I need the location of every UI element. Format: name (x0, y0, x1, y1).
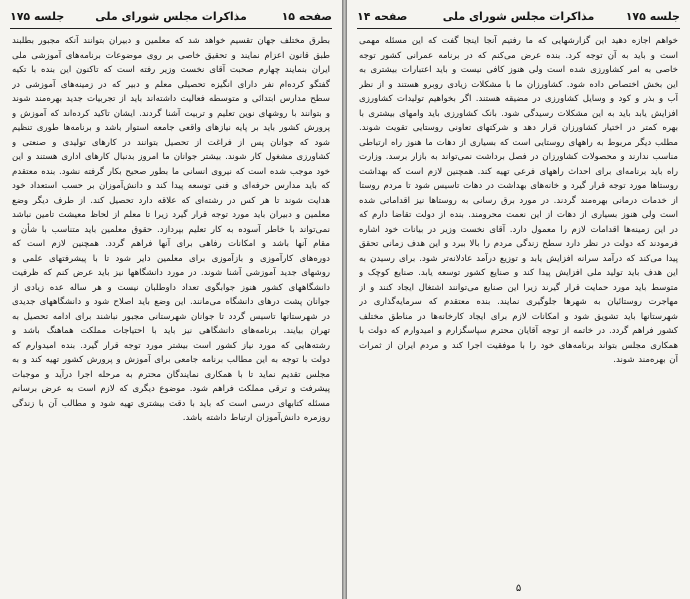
left-header-session-label: جلسه ۱۷۵ (10, 10, 65, 23)
right-header-session-label: جلسه ۱۷۵ (625, 10, 680, 23)
right-page-header (357, 8, 680, 29)
left-page (0, 0, 343, 599)
right-page (346, 0, 690, 599)
left-page-body: بطرق مختلف جهان تقسیم خواهد شد که معلمین و دبیران بتوانند آنکه مجبور بطلبند طبق قانون اعزام نمایند و تحقیق خاصی بر روی موضوعات برنامه‌های آموزشی ملی ایران بنمایند چهارم صحبت آقای نخست وزیر رفته است که تاکنون این بنده با تکیه گفتگو کرده‌ام نفر دارای انگیزه تحصیلی معلم و دبیر که در زمینه‌های آموزشی در سطح مدارس ابتدائی و متوسطه فعالیت داشته‌اند باید از تجربیات جدید بهره‌مند شوند و بتوانند با روشهای نوین تعلیم و تربیت آشنا گردند. ایشان تاکید کرده‌اند که آموزش و پرورش کشور باید بر پایه نیازهای واقعی جامعه استوار باشد و برنامه‌ها طوری تنظیم شود که جوانان پس از فراغت از تحصیل بتوانند در کارهای تولیدی و صنعتی و کشاورزی مشغول کار شوند. بیشتر جوانان ما امروز بدنبال کارهای اداری هستند و این خود موجب شده است که نیروی انسانی ما بطور صحیح بکار گرفته نشود. بنده معتقدم که باید مدارس حرفه‌ای و فنی توسعه پیدا کند و دانش‌آموزان بر حسب استعداد خود هدایت شوند تا هر کس در رشته‌ای که علاقه دارد تحصیل کند. از طرف دیگر وضع معلمین و دبیران باید مورد توجه قرار گیرد زیرا تا معلم از لحاظ معیشت تامین نباشد نمی‌تواند با خاطر آسوده به کار تعلیم بپردازد. حقوق معلمین باید متناسب با شأن و مقام آنها باشد و امکانات رفاهی برای آنها فراهم گردد. همچنین لازم است که دوره‌های کارآموزی و بازآموزی برای معلمین دایر شود تا با پیشرفتهای علمی و روشهای جدید آموزشی آشنا شوند. در مورد دانشگاهها نیز باید عرض کنم که ظرفیت دانشگاههای کشور هنوز جوابگوی تعداد داوطلبان نیست و هر ساله عده زیادی از جوانان پشت درهای دانشگاه می‌مانند. این وضع باید اصلاح شود و دانشگاههای جدیدی در شهرستانها تاسیس گردد تا جوانان شهرستانی مجبور نباشند برای ادامه تحصیل به تهران بیایند. برنامه‌های دانشگاهی نیز باید با احتیاجات مملکت هماهنگ باشد و رشته‌هایی که مورد نیاز کشور است بیشتر مورد توجه قرار گیرد. بنده امیدوارم که دولت با توجه به این مطالب برنامه جامعی برای آموزش و پرورش کشور تهیه کند و به مجلس تقدیم نماید تا با همکاری نمایندگان محترم به مرحله اجرا درآید و موجبات پیشرفت و ترقی مملکت فراهم شود. موضوع دیگری که لازم است به عرض برسانم مسئله کتابهای درسی است که باید با دقت بیشتری تهیه شود و مطالب آن با زندگی روزمره دانش‌آموزان ارتباط داشته باشد. (12, 36, 330, 423)
book-gutter (342, 0, 347, 599)
left-header-title: مذاکرات مجلس شورای ملی (95, 10, 247, 23)
left-page-header (10, 8, 332, 29)
page-folio: ۵ (515, 583, 522, 594)
right-header-page-label: صفحه ۱۴ (357, 10, 408, 23)
right-header-title: مذاکرات مجلس شورای ملی (442, 10, 595, 23)
left-header-page-label: صفحه ۱۵ (281, 10, 332, 23)
right-page-body: خواهم اجازه دهید این گزارشهایی که ما رفتیم آنجا اینجا گفت که این مسئله مهمی است و باید به آن توجه کرد. بنده عرض می‌کنم که در برنامه عمرانی کشور توجه خاصی به امر کشاورزی شده است ولی هنوز کافی نیست و باید اعتبارات بیشتری به این بخش اختصاص داده شود. کشاورزان ما با مشکلات زیادی روبرو هستند و از نظر آب و بذر و کود و وسایل کشاورزی در مضیقه هستند. اگر بخواهیم تولیدات کشاورزی افزایش یابد باید به این مشکلات رسیدگی شود. بانک کشاورزی باید وامهای بیشتری با بهره کمتر در اختیار کشاورزان قرار دهد و شرکتهای تعاونی روستایی تقویت شوند. مطلب دیگر مربوط به راههای روستایی است که بسیاری از دهات ما هنوز راه ارتباطی مناسب ندارند و محصولات کشاورزان در فصل برداشت نمی‌تواند به بازار برسد. وزارت راه باید برنامه‌ای برای احداث راههای فرعی تهیه کند. همچنین لازم است که بهداشت روستاها مورد توجه قرار گیرد و خانه‌های بهداشت در دهات تاسیس شود تا مردم روستا از خدمات درمانی بهره‌مند گردند. در مورد برق رسانی به روستاها نیز اقداماتی شده است ولی هنوز بسیاری از دهات از این نعمت محرومند. بنده از دولت تقاضا دارم که در این زمینه‌ها اقدامات لازم را معمول دارد. آقای نخست وزیر در بیانات خود اشاره فرمودند که دولت در نظر دارد سطح زندگی مردم را بالا ببرد و این هدف زمانی تحقق پیدا می‌کند که درآمد سرانه افزایش یابد و توزیع درآمد عادلانه‌تر شود. برای رسیدن به این هدف باید تولید ملی افزایش پیدا کند و صنایع کشور توسعه یابد. صنایع کوچک و متوسط باید مورد حمایت قرار گیرند زیرا این صنایع می‌توانند اشتغال ایجاد کنند و از مهاجرت روستائیان به شهرها جلوگیری نمایند. بنده معتقدم که سرمایه‌گذاری در شهرستانها باید تشویق شود و امکانات لازم برای ایجاد کارخانه‌ها در مناطق مختلف کشور فراهم گردد. در خاتمه از توجه آقایان محترم سپاسگزارم و امیدوارم که دولت با همکاری مجلس بتواند برنامه‌های خود را با موفقیت اجرا کند و مردم ایران از ثمرات آن بهره‌مند شوند. (359, 36, 678, 365)
